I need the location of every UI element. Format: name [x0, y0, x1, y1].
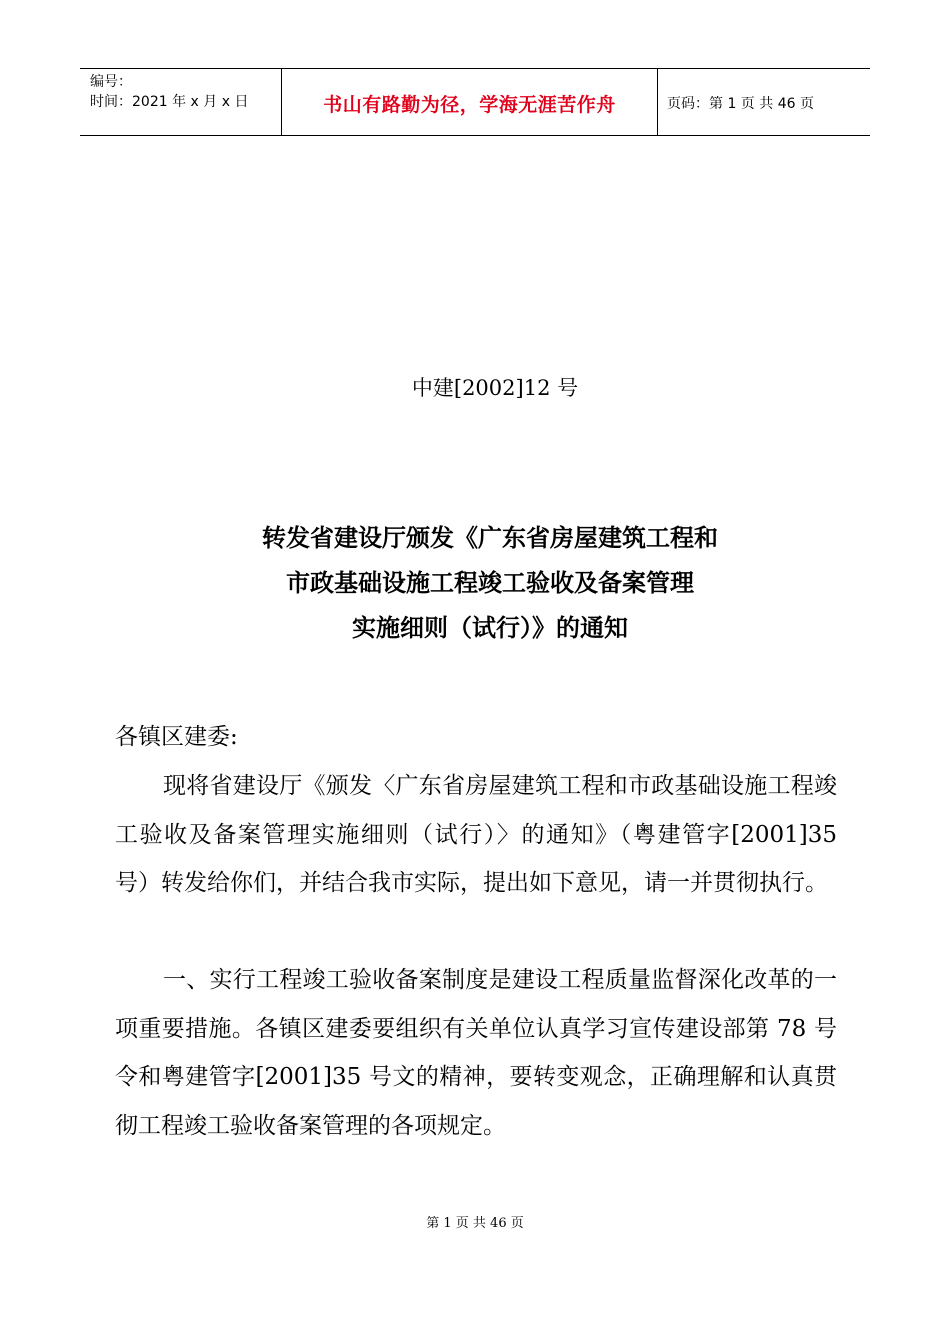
document-title	[0, 515, 950, 650]
page-footer: 第 1 页 共 46 页	[426, 1216, 524, 1231]
document-number: 中建[2002]12 号	[411, 376, 579, 400]
header-meta	[80, 69, 282, 135]
title-line: 转发省建设厅颁发《广东省房屋建筑工程和	[262, 523, 718, 552]
page-header	[80, 68, 870, 136]
header-motto: 书山有路勤为径，学海无涯苦作舟	[282, 69, 658, 135]
title-line: 实施细则（试行）》的通知	[352, 613, 628, 642]
time-label: 时间：2021 年 x 月 x 日	[90, 94, 249, 110]
serial-label: 编号：	[90, 74, 132, 90]
title-line: 市政基础设施工程竣工验收及备案管理	[286, 568, 694, 597]
body-paragraph: 现将省建设厅《颁发〈广东省房屋建筑工程和市政基础设施工程竣工验收及备案管理实施细则（试行）〉的通知》（粤建管字[2001]35 号）转发给你们，并结合我市实际，提出如下意见，请一并贯彻执行。	[115, 773, 837, 896]
body-paragraph: 一、实行工程竣工验收备案制度是建设工程质量监督深化改革的一项重要措施。各镇区建委要组织有关单位认真学习宣传建设部第 78 号令和粤建管字[2001]35 号文的精神，要转变观念，正确理解和认真贯彻工程竣工验收备案管理的各项规定。	[115, 967, 837, 1139]
salutation: 各镇区建委:	[115, 724, 238, 750]
header-page-info: 页码：第 1 页 共 46 页	[667, 96, 814, 112]
